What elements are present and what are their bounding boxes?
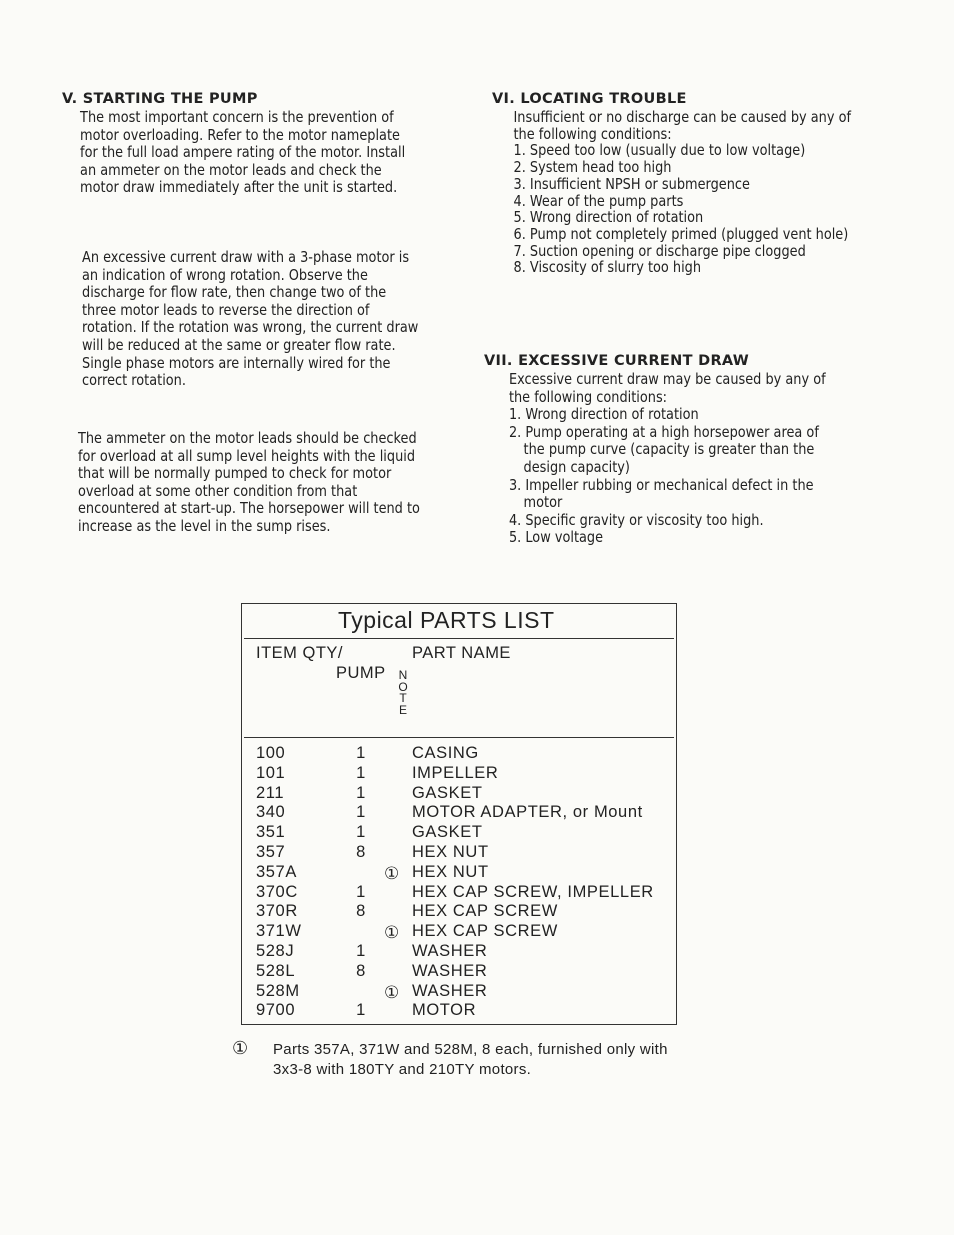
table-row bbox=[256, 823, 676, 843]
part-name: HEX NUT bbox=[412, 862, 489, 881]
section-v-title: V. STARTING THE PUMP bbox=[62, 91, 258, 107]
quantity: 1 bbox=[356, 823, 366, 842]
part-name: MOTOR bbox=[412, 1001, 477, 1020]
section-v-paragraph-3: The ammeter on the motor leads should be checked for overload at all sump level heights with the liquid that will be normally pumped to check for motor overload at some other condition from that encountered at start-up. The horsepower will tend to increase as the level in the sump rises. bbox=[78, 429, 420, 535]
part-name: HEX CAP SCREW bbox=[412, 902, 558, 921]
list-item: 2. System head too high bbox=[513, 158, 672, 177]
table-row bbox=[256, 863, 676, 883]
item-number: 528L bbox=[256, 961, 296, 980]
current-draw-list bbox=[509, 406, 839, 547]
quantity: 1 bbox=[356, 744, 366, 762]
list-item: 1. Wrong direction of rotation bbox=[508, 405, 699, 424]
parts-list-table bbox=[241, 603, 677, 1025]
trouble-list bbox=[514, 142, 861, 276]
section-v-paragraph-2: An excessive current draw with a 3-phase motor is an indication of wrong rotation. Observe the discharge for flow rate, then change two of the three motor leads to reverse the direction of rotation. If the rotation was wrong, the current draw will be reduced at the same or greater flow rate. Single phase motors are internally wired for the correct rotation. bbox=[82, 248, 419, 390]
header-part-name: PART NAME bbox=[412, 644, 511, 662]
quantity: 1 bbox=[356, 763, 366, 782]
item-number: 371W bbox=[256, 922, 302, 941]
part-name: WASHER bbox=[412, 961, 488, 980]
table-row bbox=[256, 803, 676, 823]
item-number: 211 bbox=[256, 783, 285, 802]
table-row bbox=[256, 962, 676, 982]
part-name: HEX CAP SCREW, IMPELLER bbox=[412, 882, 654, 901]
list-item: 3. Insufficient NPSH or submergence bbox=[513, 174, 750, 193]
section-vii-title: VII. EXCESSIVE CURRENT DRAW bbox=[484, 353, 750, 369]
header-note bbox=[398, 670, 408, 716]
list-item: 5. Wrong direction of rotation bbox=[513, 208, 704, 227]
item-number: 9700 bbox=[256, 1001, 296, 1020]
section-v-block-2 bbox=[82, 249, 422, 390]
header-pump: PUMP bbox=[336, 664, 386, 682]
item-number: 528J bbox=[256, 941, 295, 960]
header-note-text: N O T E bbox=[398, 668, 408, 717]
section-v-paragraph-1: The most important concern is the prevention of motor overloading. Refer to the motor nameplate for the full load ampere rating of the motor. Install an ammeter on the motor leads and check the motor draw immediately after the unit is started. bbox=[80, 108, 406, 197]
quantity: 8 bbox=[356, 961, 366, 980]
table-row bbox=[256, 843, 676, 863]
item-number: 370C bbox=[256, 882, 298, 901]
table-row bbox=[256, 1001, 676, 1021]
list-item: 4. Specific gravity or viscosity too high. bbox=[508, 510, 764, 529]
quantity: 1 bbox=[356, 783, 366, 802]
part-name: CASING bbox=[412, 744, 479, 762]
section-v-block-3 bbox=[78, 430, 418, 536]
table-row bbox=[256, 942, 676, 962]
list-item: 4. Wear of the pump parts bbox=[513, 191, 684, 210]
section-locating-trouble bbox=[492, 90, 862, 276]
table-row bbox=[256, 982, 676, 1002]
quantity: 8 bbox=[356, 902, 366, 921]
note-mark: ① bbox=[384, 982, 400, 1002]
part-name: HEX CAP SCREW bbox=[412, 922, 558, 941]
quantity: 1 bbox=[356, 941, 366, 960]
list-item: 8. Viscosity of slurry too high bbox=[513, 258, 702, 277]
list-item: 5. Low voltage bbox=[508, 528, 604, 547]
part-name: HEX NUT bbox=[412, 842, 489, 861]
item-number: 101 bbox=[256, 763, 286, 782]
section-vii-intro: Excessive current draw may be caused by any of the following conditions: bbox=[508, 370, 826, 406]
note-mark: ① bbox=[384, 923, 400, 943]
list-item: 6. Pump not completely primed (plugged vent hole) bbox=[513, 224, 849, 243]
list-item: 3. Impeller rubbing or mechanical defect in the motor bbox=[508, 475, 814, 512]
part-name: MOTOR ADAPTER, or Mount bbox=[412, 803, 643, 822]
item-number: 370R bbox=[256, 902, 298, 921]
list-item: 2. Pump operating at a high horsepower area of the pump curve (capacity is greater than the design capacity) bbox=[508, 422, 819, 476]
quantity: 8 bbox=[356, 842, 366, 861]
parts-rows bbox=[256, 744, 676, 1021]
quantity: 1 bbox=[356, 1001, 366, 1020]
item-number: 357 bbox=[256, 842, 286, 861]
part-name: WASHER bbox=[412, 981, 488, 1000]
title-divider bbox=[244, 638, 674, 639]
part-name: GASKET bbox=[412, 783, 483, 802]
quantity: 1 bbox=[356, 882, 366, 901]
part-name: GASKET bbox=[412, 823, 483, 842]
parts-list-title: Typical PARTS LIST bbox=[338, 607, 555, 633]
item-number: 100 bbox=[256, 744, 286, 762]
list-item: 1. Speed too low (usually due to low voltage) bbox=[513, 141, 806, 160]
table-row bbox=[256, 922, 676, 942]
table-row bbox=[256, 902, 676, 922]
quantity: 1 bbox=[356, 803, 366, 822]
list-item: 7. Suction opening or discharge pipe clogged bbox=[513, 241, 806, 260]
header-item-qty: ITEM QTY/ bbox=[256, 644, 343, 662]
section-vi-title: VI. LOCATING TROUBLE bbox=[492, 91, 687, 107]
item-number: 528M bbox=[256, 981, 300, 1000]
item-number: 351 bbox=[256, 823, 286, 842]
part-name: IMPELLER bbox=[412, 763, 499, 782]
table-row bbox=[256, 744, 676, 764]
section-excessive-current-draw bbox=[484, 352, 864, 547]
section-vi-intro: Insufficient or no discharge can be caused by any of the following conditions: bbox=[513, 108, 852, 143]
note-mark: ① bbox=[384, 863, 400, 883]
table-row bbox=[256, 784, 676, 804]
table-row bbox=[256, 883, 676, 903]
section-starting-the-pump bbox=[62, 90, 422, 197]
part-name: WASHER bbox=[412, 941, 488, 960]
header-divider bbox=[244, 737, 674, 738]
table-row bbox=[256, 764, 676, 784]
item-number: 340 bbox=[256, 803, 286, 822]
footnote-mark: ① bbox=[232, 1038, 249, 1058]
footnote-text: Parts 357A, 371W and 528M, 8 each, furnished only with 3x3-8 with 180TY and 210TY motors. bbox=[273, 1041, 668, 1078]
item-number: 357A bbox=[256, 862, 297, 881]
